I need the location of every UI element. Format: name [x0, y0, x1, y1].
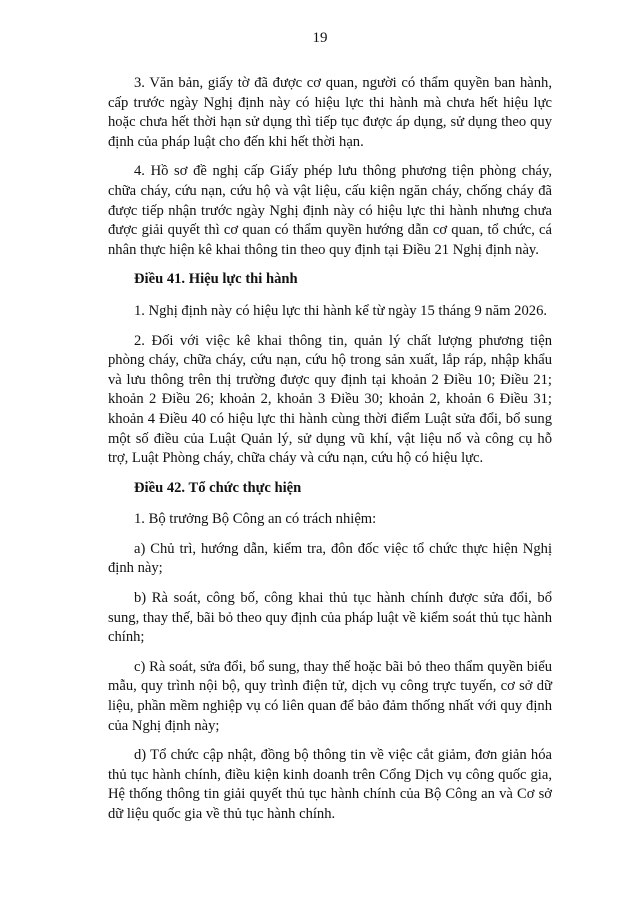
article-42-point-b: b) Rà soát, công bố, công khai thủ tục hành chính được sửa đổi, bổ sung, thay thế, bãi bỏ theo quy định của pháp luật về kiểm soát thủ tục hành chính;: [108, 590, 552, 646]
clause-3-paragraph: 3. Văn bản, giấy tờ đã được cơ quan, người có thẩm quyền ban hành, cấp trước ngày Nghị định này có hiệu lực thi hành mà chưa hết hiệu lực hoặc chưa hết thời hạn sử dụng thì tiếp tục được áp dụng, sử dụng theo quy định của pháp luật cho đến khi hết thời hạn.: [108, 75, 552, 150]
article-41-clause-1: 1. Nghị định này có hiệu lực thi hành kể từ ngày 15 tháng 9 năm 2026.: [134, 302, 548, 319]
clause-4-paragraph: 4. Hồ sơ đề nghị cấp Giấy phép lưu thông phương tiện phòng cháy, chữa cháy, cứu nạn, cứu hộ và vật liệu, cấu kiện ngăn cháy, chống cháy đã được tiếp nhận trước ngày Nghị định này có hiệu lực thi hành nhưng chưa được giải quyết thì cơ quan có thẩm quyền hướng dẫn cơ quan, tổ chức, cá nhân thực hiện kê khai thông tin theo quy định tại Điều 21 Nghị định này.: [108, 163, 552, 258]
article-42-heading: Điều 42. Tổ chức thực hiện: [134, 479, 302, 496]
article-42-clause-1: 1. Bộ trưởng Bộ Công an có trách nhiệm:: [134, 511, 377, 528]
document-body: [108, 74, 552, 835]
article-41-clause-2: 2. Đối với việc kê khai thông tin, quản lý chất lượng phương tiện phòng cháy, chữa cháy, cứu nạn, cứu hộ trong sản xuất, lắp ráp, nhập khẩu và lưu thông trên thị trường được quy định tại khoản 2 Điều 10; Điều 21; khoản 2 Điều 26; khoản 2, khoản 3 Điều 30; khoản 2, khoản 6 Điều 31; khoản 4 Điều 40 có hiệu lực thi hành cùng thời điểm Luật sửa đổi, bổ sung một số điều của Luật Quản lý, sử dụng vũ khí, vật liệu nổ và công cụ hỗ trợ, Luật Phòng cháy, chữa cháy và cứu nạn, cứu hộ có hiệu lực.: [108, 332, 552, 467]
article-42-point-d: d) Tổ chức cập nhật, đồng bộ thông tin về việc cắt giảm, đơn giản hóa thủ tục hành chính, điều kiện kinh doanh trên Cổng Dịch vụ công quốc gia, Hệ thống thông tin giải quyết thủ tục hành chính của Bộ Công an và Cơ sở dữ liệu quốc gia về thủ tục hành chính.: [108, 747, 552, 822]
article-42-point-a: a) Chủ trì, hướng dẫn, kiểm tra, đôn đốc việc tổ chức thực hiện Nghị định này;: [108, 540, 552, 577]
page-number: 19: [312, 30, 328, 46]
article-41-heading: Điều 41. Hiệu lực thi hành: [134, 271, 298, 288]
article-42-point-c: c) Rà soát, sửa đổi, bổ sung, thay thế hoặc bãi bỏ theo thẩm quyền biểu mẫu, quy trình nội bộ, quy trình điện tử, dịch vụ công trực tuyến, cơ sở dữ liệu, phần mềm nghiệp vụ có liên quan để bảo đảm thống nhất với quy định của Nghị định này;: [108, 658, 552, 734]
